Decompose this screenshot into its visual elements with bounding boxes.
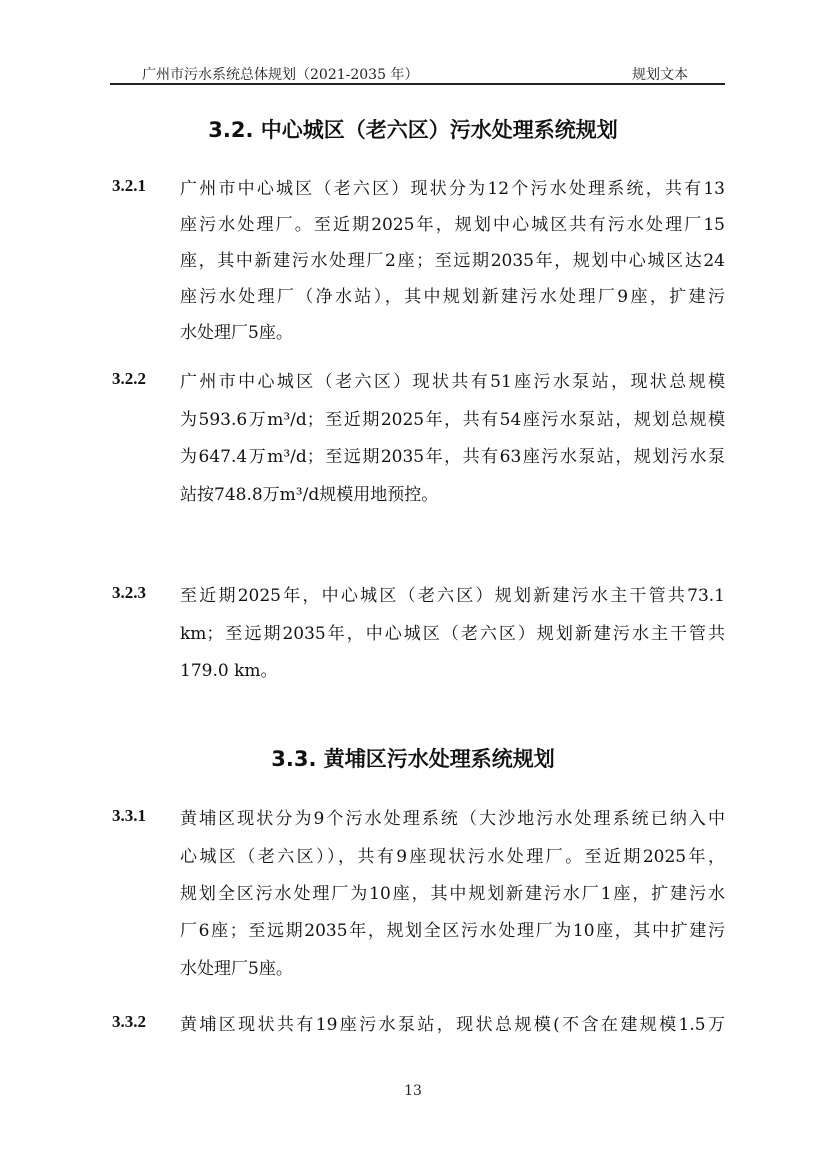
page-number: 13 <box>404 1083 422 1099</box>
section-heading-3-3: 3.3. 黄埔区污水处理系统规划 <box>271 747 555 771</box>
paragraph-line: 厂6座；至远期2035年，规划全区污水处理厂为10座，其中扩建污 <box>180 921 725 941</box>
paragraph-line: 为647.4万m³/d；至远期2035年，共有63座污水泵站，规划污水泵 <box>180 447 725 467</box>
paragraph-line: 水处理厂5座。 <box>180 959 293 979</box>
item-number-3-2-3: 3.2.3 <box>112 583 146 602</box>
paragraph-line: 为593.6万m³/d；至近期2025年，共有54座污水泵站，规划总规模 <box>180 410 725 430</box>
paragraph-line: 广州市中心城区（老六区）现状共有51座污水泵站，现状总规模 <box>180 372 725 392</box>
item-number-3-2-2: 3.2.2 <box>112 369 146 388</box>
paragraph-line: km；至远期2035年，中心城区（老六区）规划新建污水主干管共 <box>180 624 725 644</box>
running-header-doc-type: 规划文本 <box>632 67 688 83</box>
section-heading-3-2: 3.2. 中心城区（老六区）污水处理系统规划 <box>208 118 618 142</box>
header-divider <box>110 83 725 85</box>
running-header-title: 广州市污水系统总体规划（2021-2035 年） <box>142 67 419 83</box>
paragraph-line: 座，其中新建污水处理厂2座；至远期2035年，规划中心城区达24 <box>180 251 725 271</box>
paragraph-line: 站按748.8万m³/d规模用地预控。 <box>180 485 439 505</box>
paragraph-line: 座污水处理厂。至近期2025年，规划中心城区共有污水处理厂15 <box>180 215 725 235</box>
paragraph-line: 心城区（老六区）），共有9座现状污水处理厂。至近期2025年， <box>180 847 725 867</box>
paragraph-line: 179.0 km。 <box>180 661 278 681</box>
paragraph-line: 黄埔区现状共有19座污水泵站，现状总规模(不含在建规模1.5万 <box>180 1015 725 1035</box>
paragraph-line: 至近期2025年，中心城区（老六区）规划新建污水主干管共73.1 <box>180 586 725 606</box>
item-number-3-2-1: 3.2.1 <box>112 176 146 195</box>
item-number-3-3-1: 3.3.1 <box>112 806 146 825</box>
paragraph-line: 座污水处理厂（净水站），其中规划新建污水处理厂9座，扩建污 <box>180 287 725 307</box>
paragraph-line: 水处理厂5座。 <box>180 323 293 343</box>
paragraph-line: 广州市中心城区（老六区）现状分为12个污水处理系统，共有13 <box>180 179 725 199</box>
item-number-3-3-2: 3.3.2 <box>112 1012 146 1031</box>
paragraph-line: 规划全区污水处理厂为10座，其中规划新建污水厂1座，扩建污水 <box>180 884 725 904</box>
paragraph-line: 黄埔区现状分为9个污水处理系统（大沙地污水处理系统已纳入中 <box>180 809 725 829</box>
